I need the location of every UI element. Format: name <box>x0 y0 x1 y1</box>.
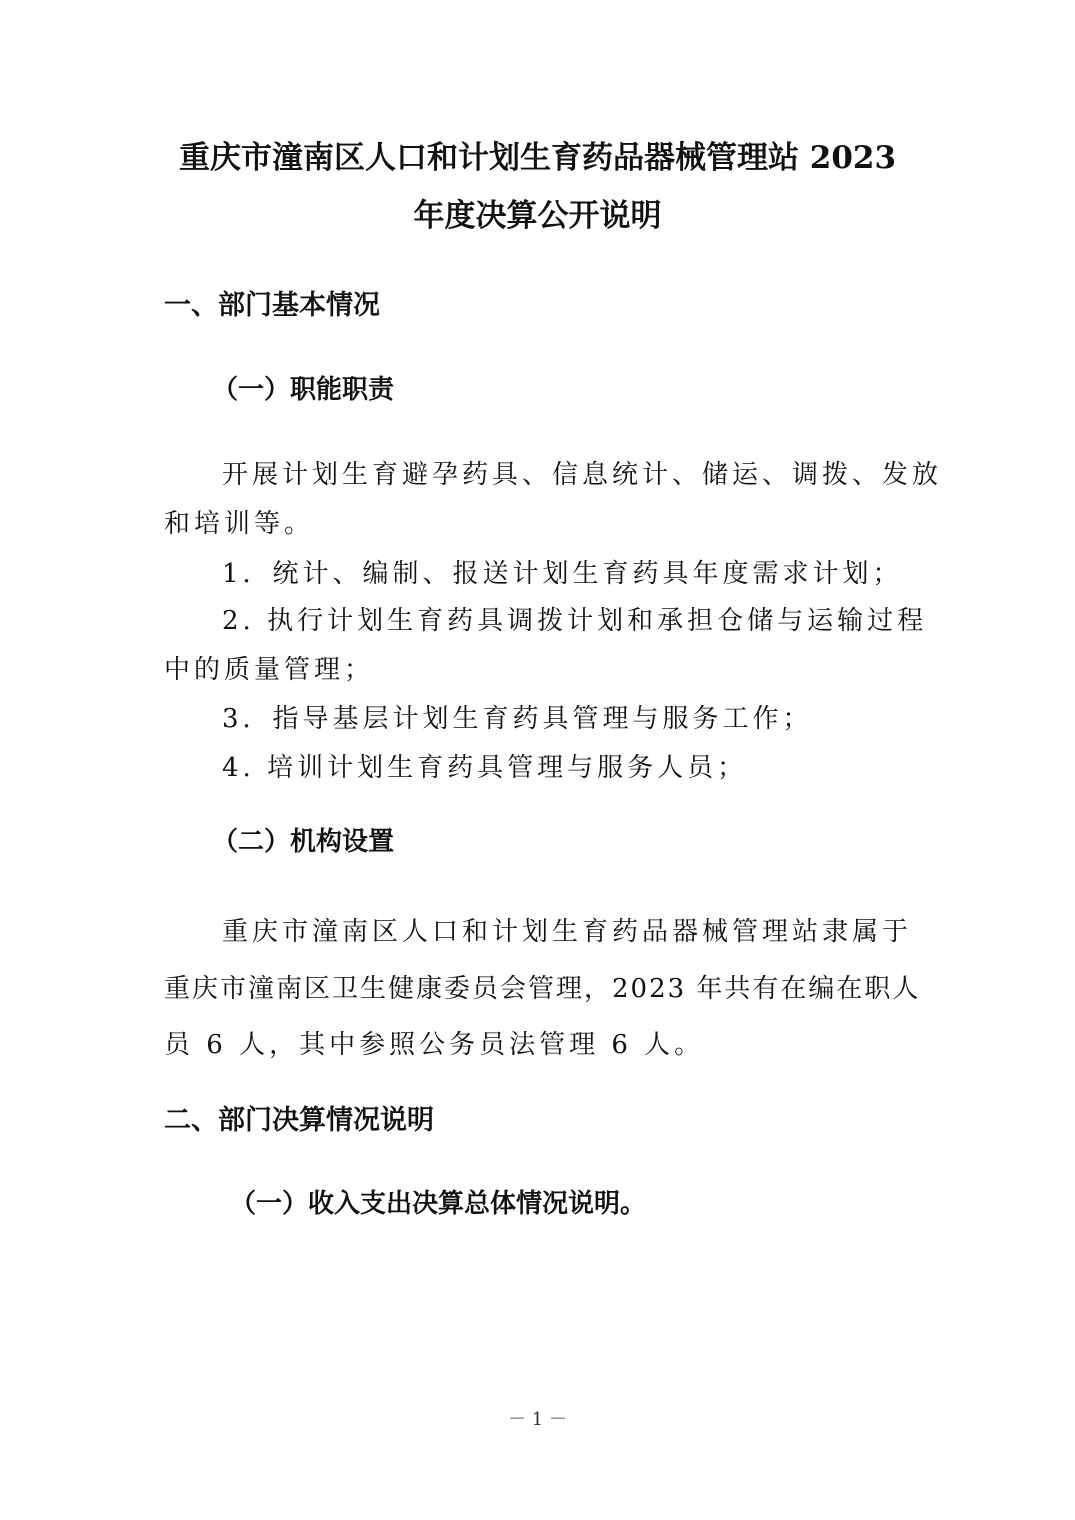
org-paragraph-line-3: 员 6 人，其中参照公务员法管理 6 人。 <box>164 1030 705 1060</box>
document-title-line-2: 年度决算公开说明 <box>413 198 662 234</box>
duty-item-4: 4. 培训计划生育药具管理与服务人员； <box>222 753 748 783</box>
document-title-line-1: 重庆市潼南区人口和计划生育药品器械管理站 2023 <box>178 140 897 176</box>
section-2-sub-1-heading: （一）收入支出决算总体情况说明。 <box>230 1189 647 1219</box>
org-paragraph-line-2: 重庆市潼南区卫生健康委员会管理，2023 年共有在编在职人 <box>164 974 921 1004</box>
duties-paragraph-line-1: 开展计划生育避孕药具、信息统计、储运、调拨、发放 <box>222 460 943 490</box>
duty-item-2-line-1: 2. 执行计划生育药具调拨计划和承担仓储与运输过程 <box>222 606 928 636</box>
page-number: － 1 － <box>508 1409 567 1430</box>
duty-item-3: 3．指导基层计划生育药具管理与服务工作； <box>222 704 813 734</box>
duties-paragraph-line-2: 和培训等。 <box>164 509 315 539</box>
duty-item-2-line-2: 中的质量管理； <box>164 655 375 685</box>
duty-item-1: 1．统计、编制、报送计划生育药具年度需求计划； <box>222 559 903 589</box>
section-1-sub-2-heading: （二）机构设置 <box>212 827 395 857</box>
section-2-heading: 二、部门决算情况说明 <box>164 1105 434 1136</box>
section-1-heading: 一、部门基本情况 <box>164 290 380 321</box>
org-paragraph-line-1: 重庆市潼南区人口和计划生育药品器械管理站隶属于 <box>222 917 913 947</box>
section-1-sub-1-heading: （一）职能职责 <box>212 375 395 405</box>
